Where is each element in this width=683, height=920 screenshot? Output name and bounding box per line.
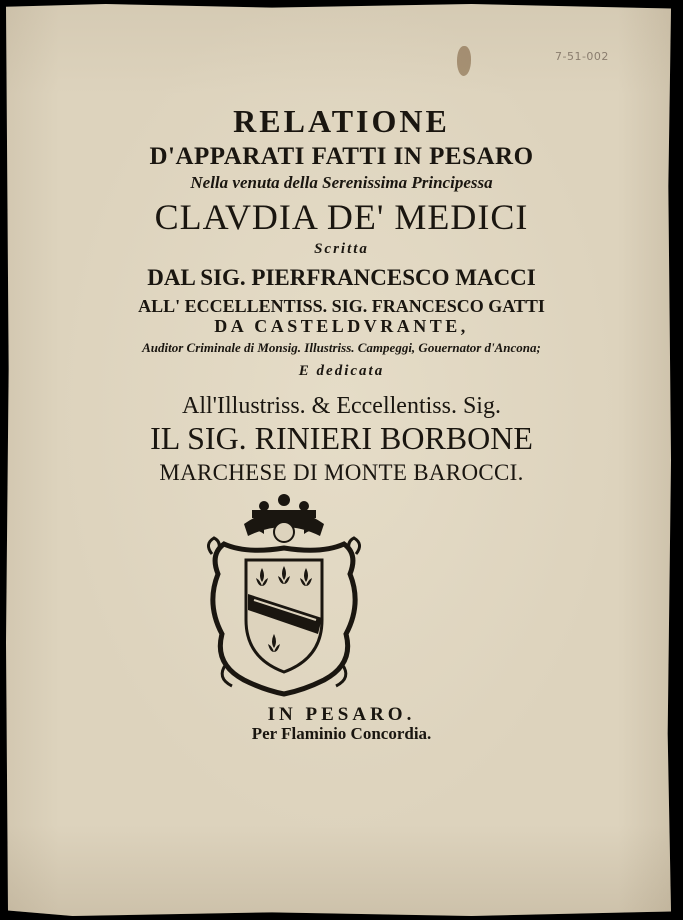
title-relatione: RELATIONE <box>233 103 450 139</box>
imprint-place: IN PESARO. <box>267 704 416 725</box>
line-scritta: Scritta <box>314 241 369 257</box>
dedicatee-title: MARCHESE DI MONTE BAROCCI. <box>159 460 524 485</box>
place-line: DA CASTELDVRANTE, <box>214 316 469 336</box>
subtitle-venuta: Nella venuta della Serenissima Principessa <box>190 173 493 192</box>
title-apparati: D'APPARATI FATTI IN PESARO <box>149 143 534 170</box>
dedicatee-name: IL SIG. RINIERI BORBONE <box>150 420 533 456</box>
auditor-line: Auditor Criminale di Monsig. Illustriss. Campeggi, Gouernator d'Ancona; <box>142 340 541 355</box>
coat-of-arms-icon <box>204 494 364 698</box>
imprint-printer: Per Flaminio Concordia. <box>251 724 432 743</box>
line-dedicata: E dedicata <box>298 363 385 379</box>
shelfmark-annotation: 7-51-002 <box>555 50 609 63</box>
dedication-line: All'Illustriss. & Eccellentiss. Sig. <box>182 393 501 419</box>
addressee-line: ALL' ECCELLENTISS. SIG. FRANCESCO GATTI <box>138 296 545 316</box>
author-line: DAL SIG. PIERFRANCESCO MACCI <box>147 265 536 290</box>
title-claudia-de-medici: CLAVDIA DE' MEDICI <box>154 197 529 237</box>
